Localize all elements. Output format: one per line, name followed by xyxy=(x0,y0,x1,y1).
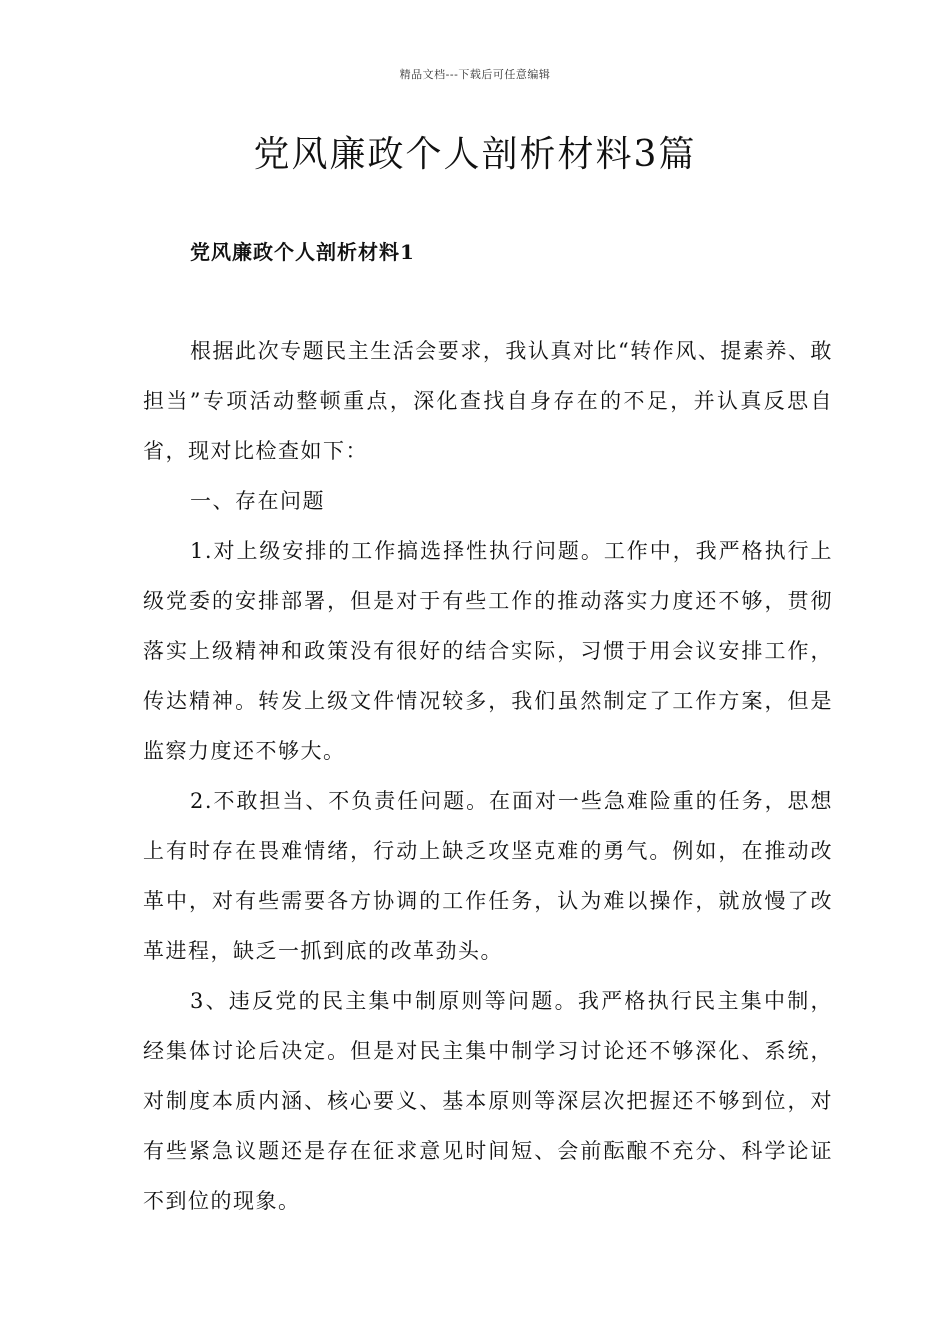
paragraph-item-3: 3、违反党的民主集中制原则等问题。我严格执行民主集中制，经集体讨论后决定。但是对民主集中制学习讨论还不够深化、系统，对制度本质内涵、核心要义、基本原则等深层次把握还不够到位，对有些紧急议题还是存在征求意见时间短、会前酝酿不充分、科学论证不到位的现象。 xyxy=(143,989,833,1213)
paragraph-item-1: 1.对上级安排的工作搞选择性执行问题。工作中，我严格执行上级党委的安排部署，但是对于有些工作的推动落实力度还不够，贯彻落实上级精神和政策没有很好的结合实际，习惯于用会议安排工作，传达精神。转发上级文件情况较多，我们虽然制定了工作方案，但是监察力度还不够大。 xyxy=(143,539,833,763)
document-title: 党风廉政个人剖析材料3篇 xyxy=(253,134,697,175)
paragraph-intro: 根据此次专题民主生活会要求，我认真对比“转作风、提素养、敢担当”专项活动整顿重点，深化查找自身存在的不足，并认真反思自省，现对比检查如下： xyxy=(143,339,833,463)
paragraph-subheading: 一、存在问题 xyxy=(190,489,325,513)
document-body xyxy=(143,326,833,1226)
paragraph-item-2: 2.不敢担当、不负责任问题。在面对一些急难险重的任务，思想上有时存在畏难情绪，行动上缺乏攻坚克难的勇气。例如，在推动改革中，对有些需要各方协调的工作任务，认为难以操作，就放慢了改革进程，缺乏一抓到底的改革劲头。 xyxy=(143,789,833,963)
header-note: 精品文档---下载后可任意编辑 xyxy=(399,68,551,81)
section-heading: 党风廉政个人剖析材料1 xyxy=(190,240,415,264)
